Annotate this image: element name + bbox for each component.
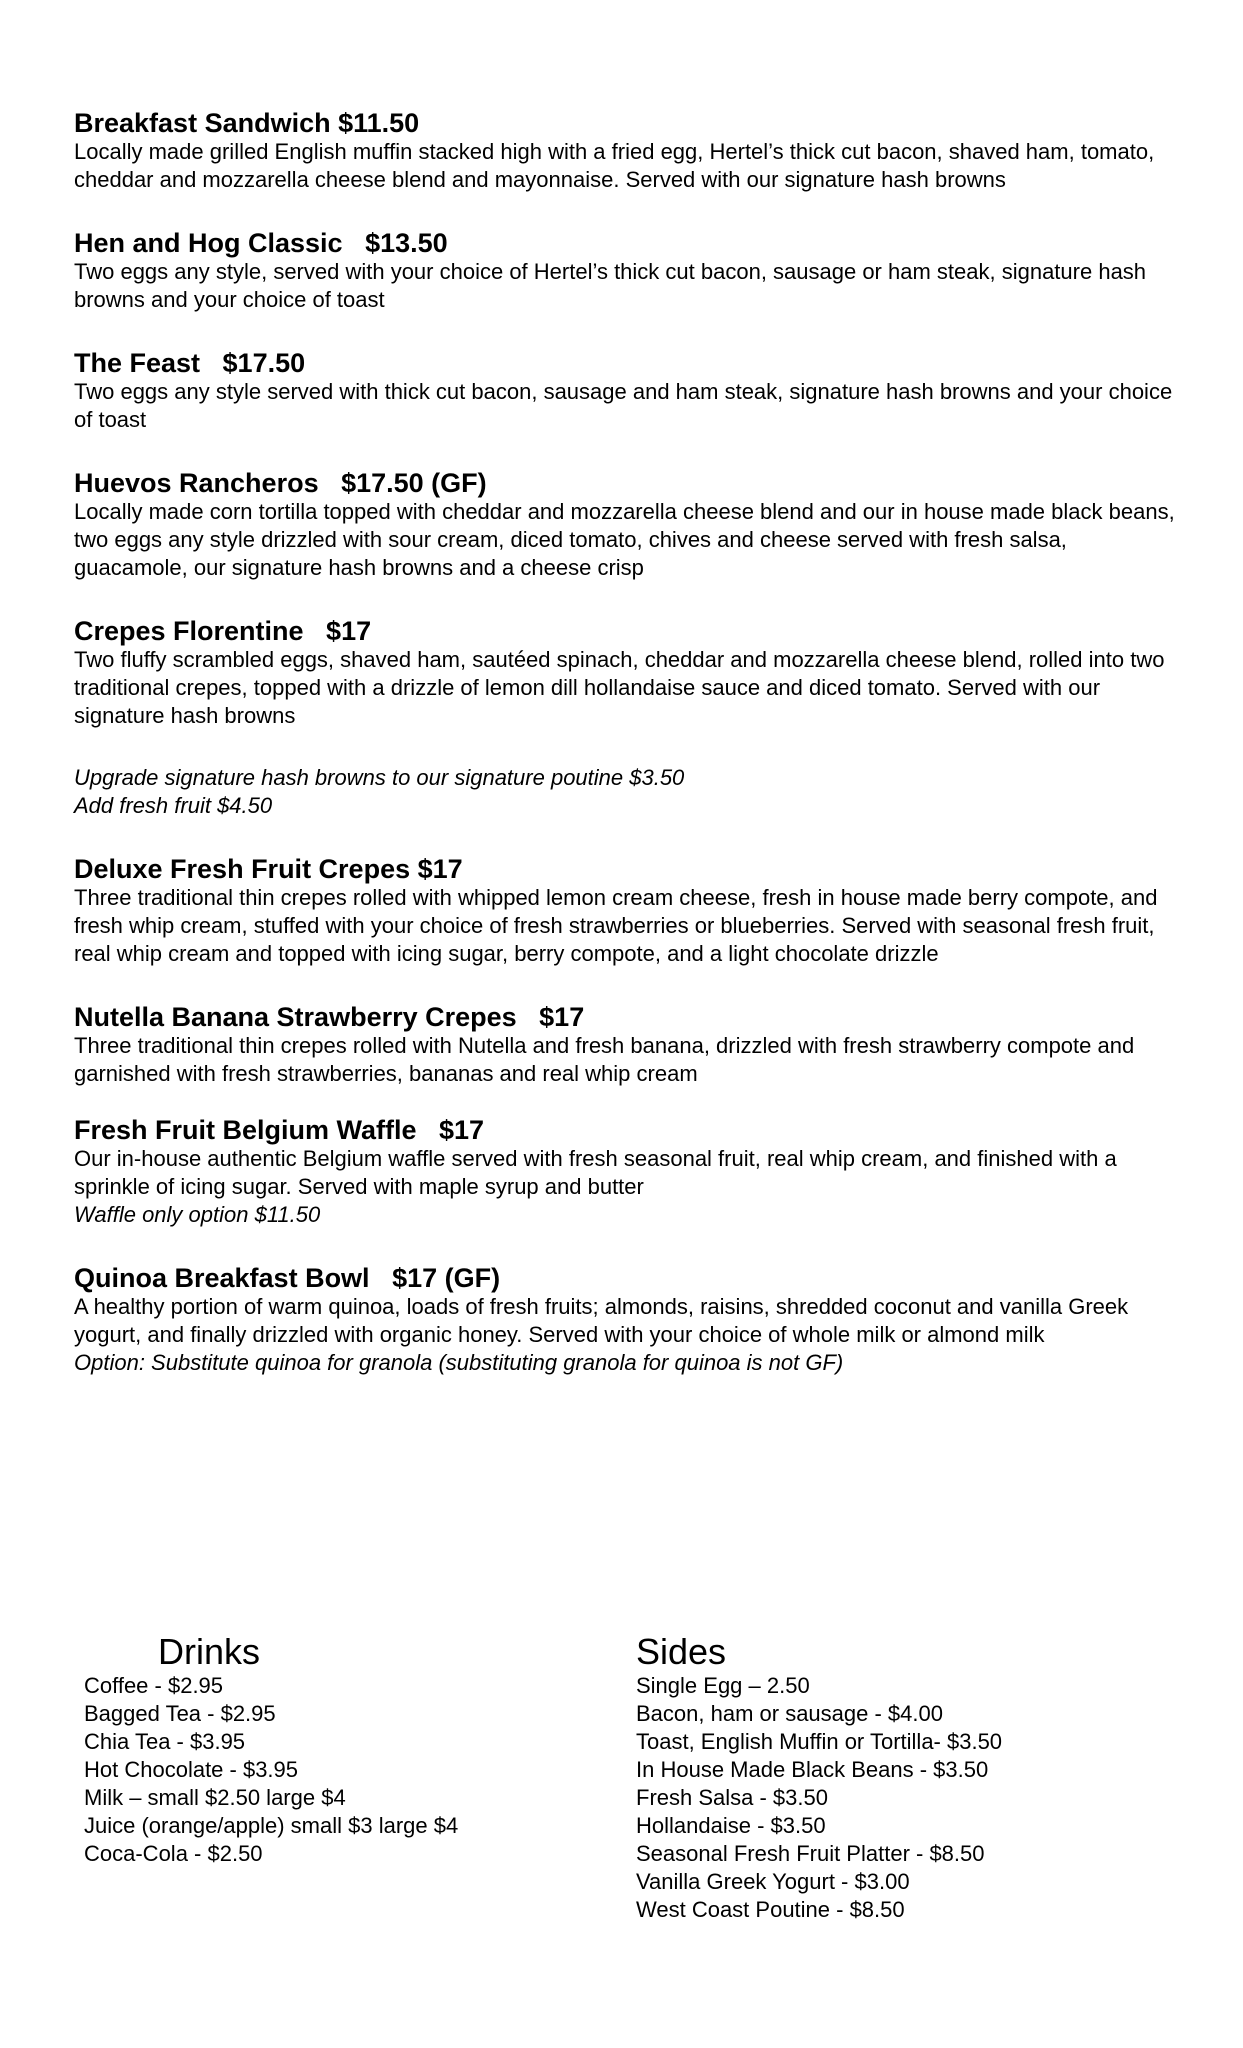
side-item: Fresh Salsa - $3.50 [636, 1785, 828, 1810]
menu-item-nutella-banana-strawberry-crepes [74, 1002, 1184, 1088]
drink-item: Coca-Cola - $2.50 [84, 1841, 263, 1866]
drink-item: Bagged Tea - $2.95 [84, 1701, 276, 1726]
sides-heading: Sides [636, 1631, 727, 1672]
breakfast-menu [74, 108, 1184, 1377]
drink-item: Chia Tea - $3.95 [84, 1729, 246, 1754]
side-item: Seasonal Fresh Fruit Platter - $8.50 [636, 1841, 985, 1866]
side-item: In House Made Black Beans - $3.50 [636, 1757, 989, 1782]
add-fruit-note: Add fresh fruit $4.50 [74, 793, 273, 818]
upgrade-poutine-note: Upgrade signature hash browns to our signature poutine $3.50 [74, 765, 685, 790]
menu-item-title: Hen and Hog Classic $13.50 [74, 228, 448, 258]
menu-item-title: Nutella Banana Strawberry Crepes $17 [74, 1002, 585, 1032]
menu-item-huevos-rancheros [74, 468, 1184, 582]
side-item: Vanilla Greek Yogurt - $3.00 [636, 1869, 910, 1894]
drink-item: Juice (orange/apple) small $3 large $4 [84, 1813, 459, 1838]
menu-item-deluxe-fresh-fruit-crepes [74, 854, 1184, 968]
menu-item-title: Crepes Florentine $17 [74, 616, 372, 646]
drinks-heading: Drinks [158, 1631, 261, 1672]
menu-item-note: Option: Substitute quinoa for granola (substituting granola for quinoa is not GF) [74, 1350, 844, 1375]
menu-item-title: Fresh Fruit Belgium Waffle $17 [74, 1115, 485, 1145]
drinks-list [84, 1672, 604, 1868]
menu-item-description: A healthy portion of warm quinoa, loads of fresh fruits; almonds, raisins, shredded coconut and vanilla Greek yogurt, and finally drizzled with organic honey. Served with your choice of whole milk or almond milk [74, 1294, 1129, 1347]
menu-item-title: Quinoa Breakfast Bowl $17 (GF) [74, 1263, 501, 1293]
menu-item-description: Three traditional thin crepes rolled with whipped lemon cream cheese, fresh in house made berry compote, and fresh whip cream, stuffed with your choice of fresh strawberries or blueberries. Served with seasonal fresh fruit, real whip cream and topped with icing sugar, berry compote, and a light chocolate drizzle [74, 885, 1158, 966]
sides-section [636, 1632, 1196, 1924]
side-item: Hollandaise - $3.50 [636, 1813, 826, 1838]
menu-item-breakfast-sandwich [74, 108, 1184, 194]
menu-item-hen-and-hog-classic [74, 228, 1184, 314]
drinks-section [84, 1632, 604, 1868]
side-item: Single Egg – 2.50 [636, 1673, 810, 1698]
drink-item: Milk – small $2.50 large $4 [84, 1785, 346, 1810]
menu-item-title: The Feast $17.50 [74, 348, 306, 378]
drink-item: Coffee - $2.95 [84, 1673, 224, 1698]
menu-item-crepes-florentine [74, 616, 1184, 730]
menu-item-description: Two eggs any style served with thick cut bacon, sausage and ham steak, signature hash browns and your choice of toast [74, 379, 1173, 432]
menu-item-title: Deluxe Fresh Fruit Crepes $17 [74, 854, 463, 884]
menu-item-description: Our in-house authentic Belgium waffle served with fresh seasonal fruit, real whip cream, and finished with a sprinkle of icing sugar. Served with maple syrup and butter [74, 1146, 1117, 1199]
menu-item-title: Breakfast Sandwich $11.50 [74, 108, 420, 138]
upgrade-notes [74, 764, 1184, 820]
drink-item: Hot Chocolate - $3.95 [84, 1757, 299, 1782]
side-item: Bacon, ham or sausage - $4.00 [636, 1701, 943, 1726]
side-item: West Coast Poutine - $8.50 [636, 1897, 905, 1922]
menu-item-title: Huevos Rancheros $17.50 (GF) [74, 468, 487, 498]
side-item: Toast, English Muffin or Tortilla- $3.50 [636, 1729, 1003, 1754]
menu-item-description: Locally made grilled English muffin stacked high with a fried egg, Hertel’s thick cut bacon, shaved ham, tomato, cheddar and mozzarella cheese blend and mayonnaise. Served with our signature hash browns [74, 139, 1155, 192]
menu-item-description: Three traditional thin crepes rolled with Nutella and fresh banana, drizzled with fresh strawberry compote and garnished with fresh strawberries, bananas and real whip cream [74, 1033, 1135, 1086]
menu-item-description: Locally made corn tortilla topped with cheddar and mozzarella cheese blend and our in house made black beans, two eggs any style drizzled with sour cream, diced tomato, chives and cheese served with fresh salsa, guacamole, our signature hash browns and a cheese crisp [74, 499, 1175, 580]
menu-item-note: Waffle only option $11.50 [74, 1202, 321, 1227]
menu-item-description: Two eggs any style, served with your choice of Hertel’s thick cut bacon, sausage or ham steak, signature hash browns and your choice of toast [74, 259, 1147, 312]
menu-item-description: Two fluffy scrambled eggs, shaved ham, sautéed spinach, cheddar and mozzarella cheese blend, rolled into two traditional crepes, topped with a drizzle of lemon dill hollandaise sauce and diced tomato. Served with our signature hash browns [74, 647, 1165, 728]
menu-item-fresh-fruit-belgium-waffle [74, 1115, 1184, 1229]
menu-item-quinoa-breakfast-bowl [74, 1263, 1184, 1377]
menu-item-the-feast [74, 348, 1184, 434]
sides-list [636, 1672, 1196, 1924]
